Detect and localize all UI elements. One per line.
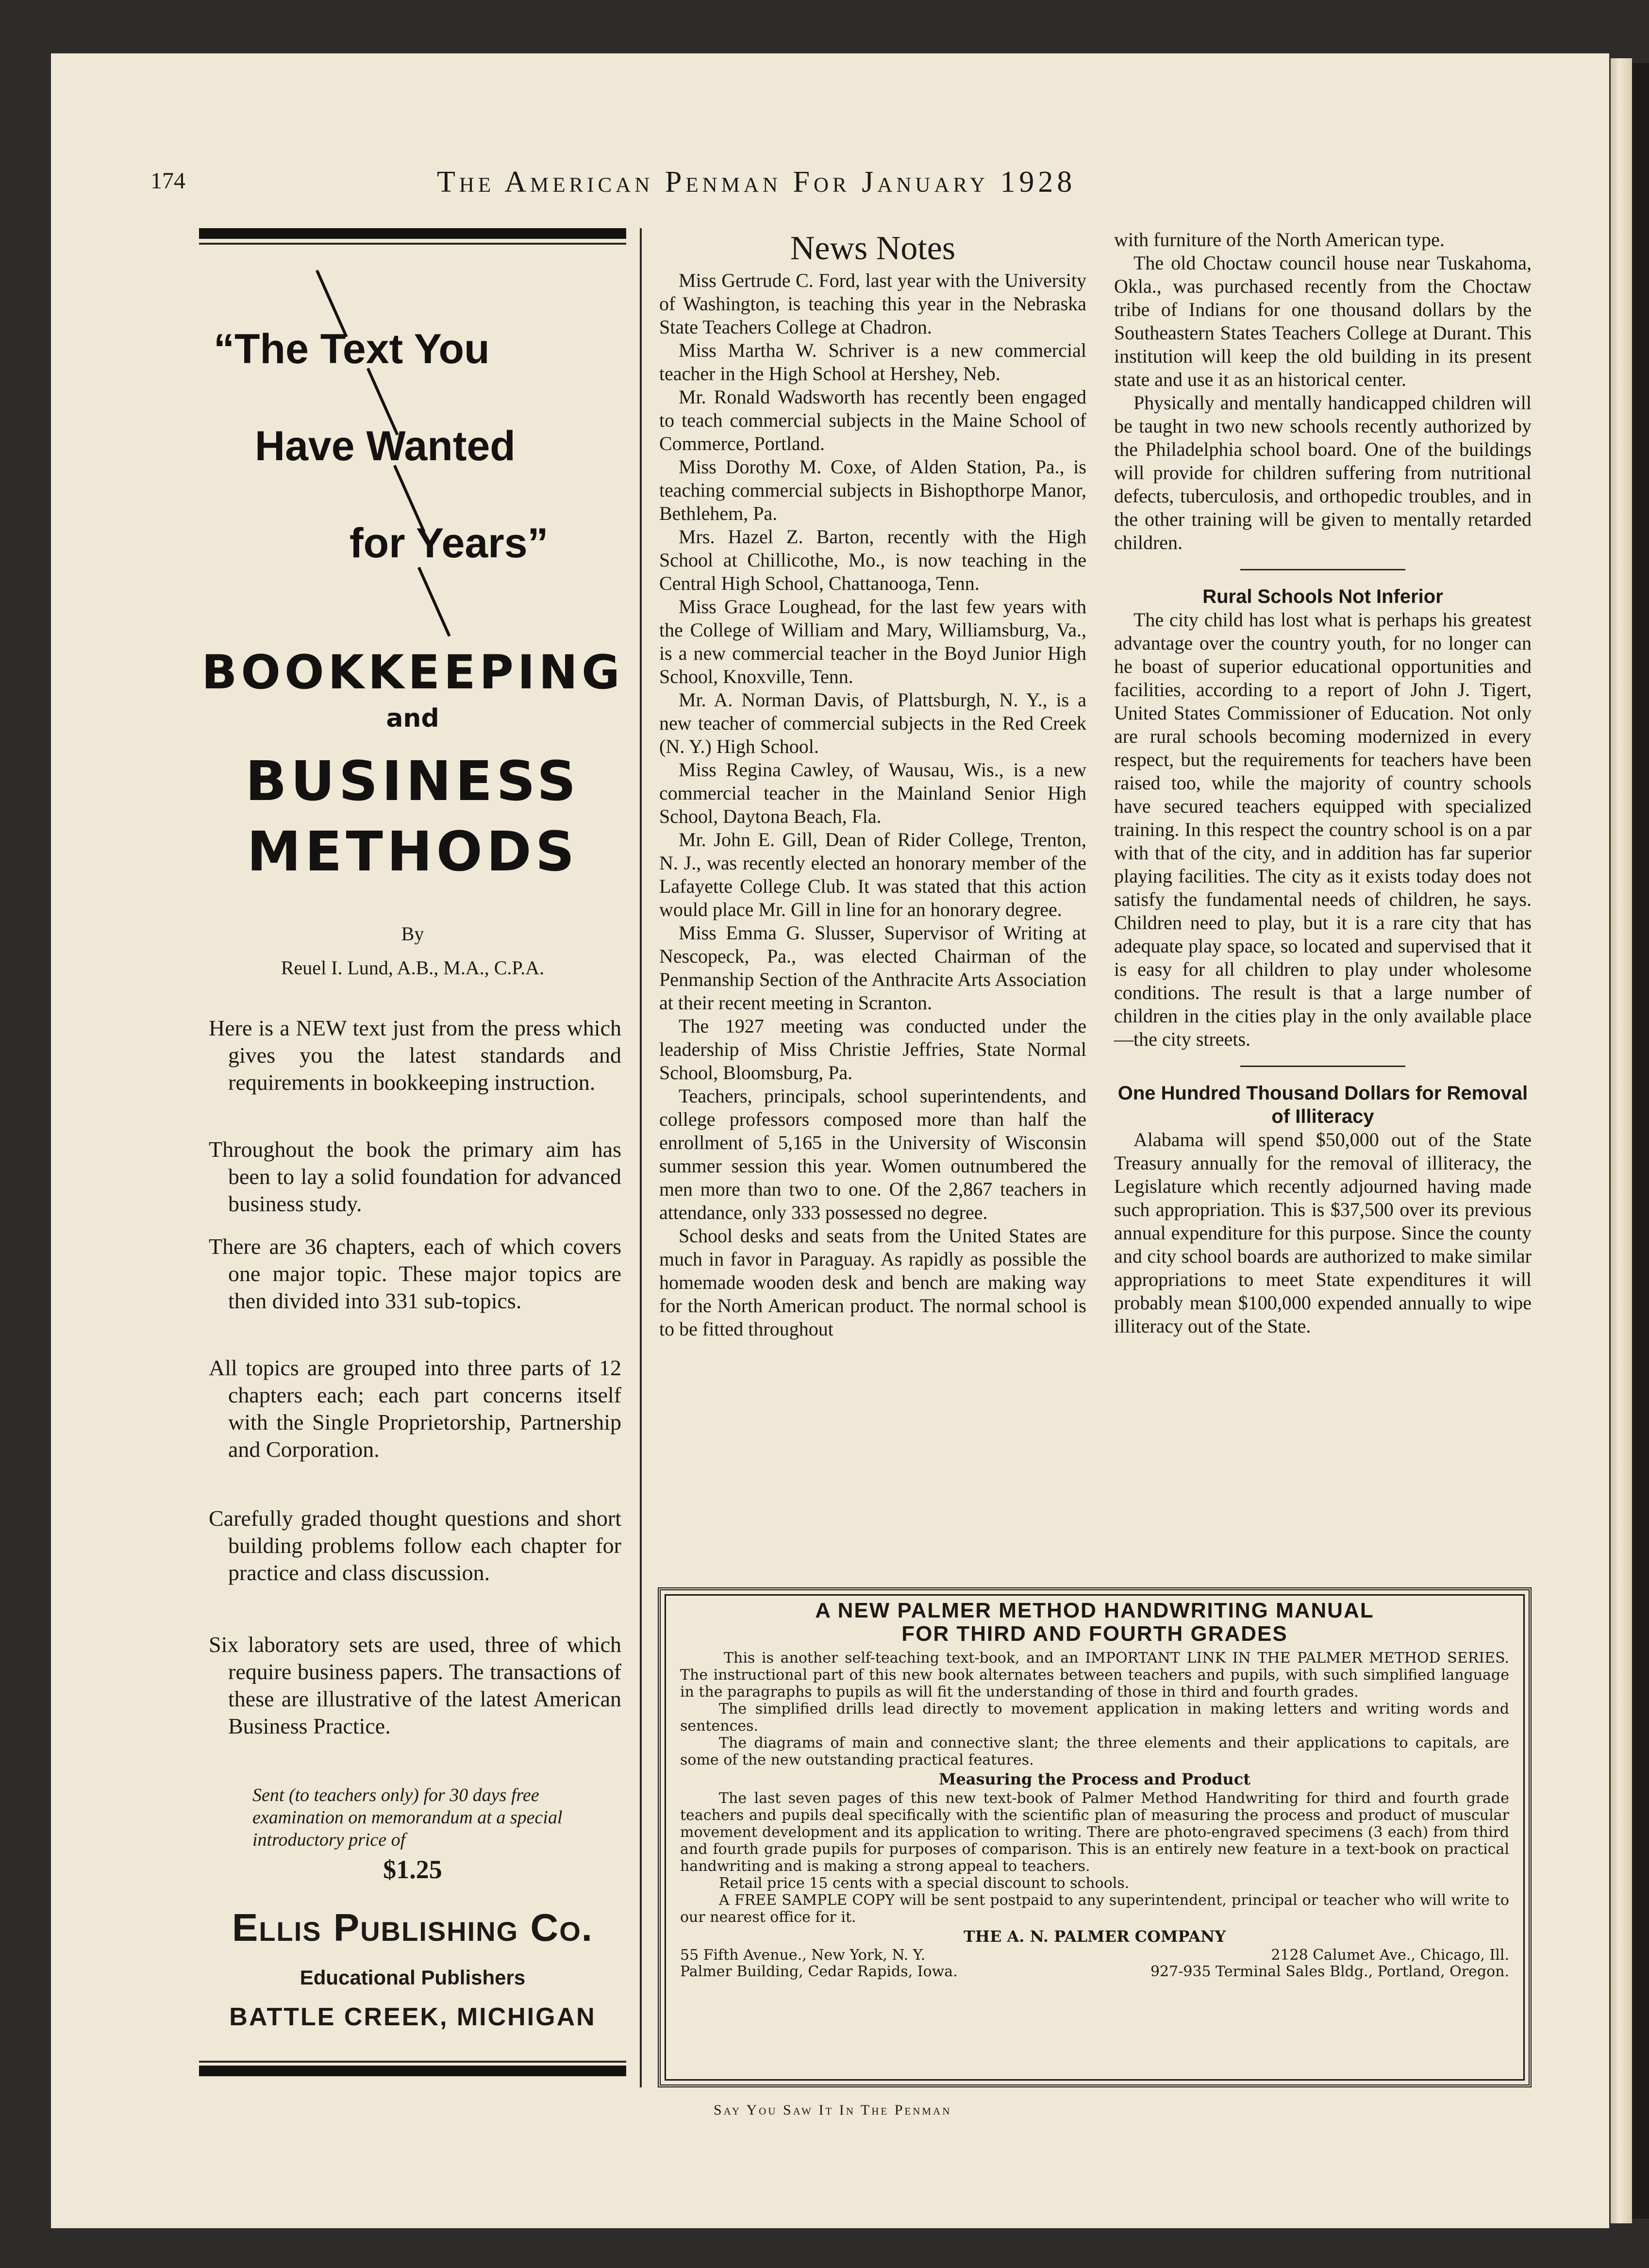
byline-by: By xyxy=(401,923,424,945)
publisher-city: BATTLE CREEK, MICHIGAN xyxy=(229,2003,596,2031)
news-item: The 1927 meeting was conducted under the leadership of Miss Christie Jeffries, State Normal School, Bloomsburg, Pa. xyxy=(659,1015,1086,1084)
news-item: The old Choctaw council house near Tuskahoma, Okla., was purchased recently from the Choctaw tribe of Indians for one thousand dollars by the Southeastern States Teachers College at Durant. This institution will keep the old building in its present state and use it as an historical center. xyxy=(1114,252,1532,390)
ad-paragraph: Throughout the book the primary aim has been to lay a solid foundation for advanced business study. xyxy=(209,1137,621,1216)
ad-paragraph: All topics are grouped into three parts of 12 chapters each; each part concerns itself with the Single Proprietorship, Partnership and Corporation. xyxy=(209,1355,621,1462)
news-item: Miss Grace Loughead, for the last few years with the College of William and Mary, Williamsburg, Va., is a new commercial teacher in the Boyd Junior High School, Knoxville, Tenn. xyxy=(659,596,1086,687)
ad-paragraph: Here is a NEW text just from the press which gives you the latest standards and requirements in bookkeeping instruction. xyxy=(209,1016,621,1095)
news-title: News Notes xyxy=(790,230,956,267)
news-continuation: with furniture of the North American type. xyxy=(1114,229,1445,250)
news-item: Miss Gertrude C. Ford, last year with the University of Washington, is teaching this year in the Nebraska State Teachers College at Chadron. xyxy=(659,269,1086,338)
ad-bottom-rule xyxy=(199,2066,626,2076)
publisher-subtitle: Educational Publishers xyxy=(300,1966,526,1989)
news-column-1 xyxy=(659,228,1086,1341)
offer-text: Sent (to teachers only) for 30 days free examination on memorandum at a special introductory price of xyxy=(252,1785,563,1850)
news-column-2 xyxy=(1114,228,1532,1338)
illiteracy-text: Alabama will spend $50,000 out of the State Treasury annually for the removal of illiteracy, the Legislature which recently adjourned having made such appropriation. This is $37,500 over its previous annual expenditure for this purpose. Since the county and city school boards are authorized to make similar appropriations to meet State expenditures it will probably mean $100,000 expended annually to wipe illiteracy out of the State. xyxy=(1114,1129,1532,1337)
ad-paragraph: There are 36 chapters, each of which covers one major topic. These major topics are then divided into 331 sub-topics. xyxy=(209,1234,621,1313)
rural-schools-heading: Rural Schools Not Inferior xyxy=(1202,586,1443,607)
palmer-ad-paragraph: A FREE SAMPLE COPY will be sent postpaid to any superintendent, principal or teacher who will write to our nearest office for it. xyxy=(680,1892,1509,1926)
palmer-ad-body-2 xyxy=(680,1790,1509,1926)
palmer-ad-paragraph: The simplified drills lead directly to movement application in making letters and writing words and sentences. xyxy=(680,1701,1509,1734)
ad-headline-line3: for Years” xyxy=(350,520,549,567)
illiteracy-heading: One Hundred Thousand Dollars for Removal of Illiteracy xyxy=(1117,1083,1528,1127)
palmer-ad-paragraph: Retail price 15 cents with a special discount to schools. xyxy=(719,1875,1130,1892)
address-cedar-rapids: Palmer Building, Cedar Rapids, Iowa. xyxy=(680,1963,958,1980)
ad-headline-line1: “The Text You xyxy=(214,326,490,372)
book-title-line2: BUSINESS xyxy=(245,750,580,813)
ad-top-thin-rule xyxy=(199,243,626,245)
news-item: Miss Regina Cawley, of Wausau, Wis., is a new commercial teacher in the Mainland Senior High School, Daytona Beach, Fla. xyxy=(659,759,1086,827)
palmer-ad-paragraph: The diagrams of main and connective slant; the three elements and their applications to capitals, are some of the new outstanding practical features. xyxy=(680,1734,1509,1768)
page-edge xyxy=(1611,58,1632,2223)
ad-top-rule xyxy=(199,228,626,239)
address-portland: 927-935 Terminal Sales Bldg., Portland, Oregon. xyxy=(1150,1963,1509,1980)
column-divider xyxy=(640,228,642,2087)
section-separator xyxy=(1240,1066,1405,1067)
price: $1.25 xyxy=(383,1855,442,1884)
news-item: Physically and mentally handicapped children will be taught in two new schools recently authorized by the Philadelphia school board. One of the buildings will provide for children suffering from nutritional defects, tuberculosis, and orthopedic troubles, and in the other training will be given to mentally retarded children. xyxy=(1114,392,1532,553)
palmer-ad-title xyxy=(680,1599,1509,1646)
page-shadow xyxy=(1632,63,1649,2218)
bookkeeping-advertisement xyxy=(199,228,626,2087)
book-title-line1: BOOKKEEPING xyxy=(201,645,624,700)
book-title-and: and xyxy=(386,704,439,733)
news-item: Mr. Ronald Wadsworth has recently been engaged to teach commercial subjects in the Maine School of Commerce, Portland. xyxy=(659,386,1086,454)
news-item: Mrs. Hazel Z. Barton, recently with the High School at Chillicothe, Mo., is now teaching in the Central High School, Chattanooga, Tenn. xyxy=(659,526,1086,594)
news-item: Mr. A. Norman Davis, of Plattsburgh, N. Y., is a new teacher of commercial subjects in the Red Creek (N. Y.) High School. xyxy=(659,689,1086,757)
palmer-ad-body xyxy=(680,1650,1509,1768)
palmer-ad-title-line2: FOR THIRD AND FOURTH GRADES xyxy=(901,1622,1288,1646)
palmer-ad-paragraph: This is another self-teaching text-book, and an IMPORTANT LINK IN THE PALMER METHOD SERIES. The instructional part of this new book alternates between teachers and pupils, with such simplified language in the paragraphs to pupils as will fit the understanding of those in third and fourth grades. xyxy=(680,1650,1509,1701)
news-item: Mr. John E. Gill, Dean of Rider College, Trenton, N. J., was recently elected an honorary member of the Lafayette College Club. It was stated that this action would place Mr. Gill in line for an honorary degree. xyxy=(659,829,1086,920)
palmer-method-advertisement xyxy=(658,1587,1532,2087)
arrow-slash-4 xyxy=(417,567,451,637)
palmer-ad-subhead: Measuring the Process and Product xyxy=(938,1770,1251,1788)
address-row xyxy=(680,1964,1509,1980)
news-item: Teachers, principals, school superintendents, and college professors composed more than half the enrollment of 5,165 in the University of Wisconsin summer session this year. Women outnumbered the men more than two to one. Of the 2,867 teachers in attendance, only 333 possessed no degree. xyxy=(659,1085,1086,1223)
rural-schools-text: The city child has lost what is perhaps his greatest advantage over the country youth, for no longer can he boast of superior educational opportunities and facilities, according to a report of John J. Tigert, United States Commissioner of Education. Not only are rural schools becoming modernized in every respect, but the requirements for teachers have been raised too, while the majority of country schools have secured teachers equipped with specialized training. In this respect the country school is on a par with that of the city, and in addition has far superior playing facilities. The city as it exists today does not satisfy the fundamental needs of children, he says. Children need to play, but it is a rare city that has adequate play space, so located and supervised that it is easy for all children to play under wholesome conditions. The result is that a large number of children in the cities play in the only available place—the city streets. xyxy=(1114,609,1532,1050)
running-head: The American Penman For January 1928 xyxy=(437,166,1076,199)
section-separator xyxy=(1240,569,1405,570)
palmer-company-name: THE A. N. PALMER COMPANY xyxy=(963,1927,1226,1946)
ad-paragraph: Six laboratory sets are used, three of which require business papers. The transactions of these are illustrative of the latest American Business Practice. xyxy=(209,1632,621,1738)
news-item: School desks and seats from the United States are much in favor in Paraguay. As rapidly as possible the homemade wooden desk and bench are making way for the North American product. The normal school is to be fitted throughout xyxy=(659,1225,1086,1340)
address-chicago: 2128 Calumet Ave., Chicago, Ill. xyxy=(1271,1947,1509,1964)
palmer-ad-paragraph: The last seven pages of this new text-book of Palmer Method Handwriting for third and fourth grade teachers and pupils deal specifically with the scientific plan of measuring the process and product of muscular movement development and its application to writing. There are photo-engraved specimens (3 each) from third and fourth grade pupils for purposes of comparison. This is an entirely new feature in a text-book on practical handwriting and is making a strong appeal to teachers. xyxy=(680,1790,1509,1875)
palmer-ad-title-line1: A NEW PALMER METHOD HANDWRITING MANUAL xyxy=(815,1599,1374,1622)
footer-slogan: Say You Saw It In The Penman xyxy=(714,2102,952,2118)
ad-bottom-thin-rule xyxy=(199,2061,626,2063)
address-new-york: 55 Fifth Avenue., New York, N. Y. xyxy=(680,1947,926,1964)
address-row xyxy=(680,1947,1509,1964)
ad-headline-line2: Have Wanted xyxy=(255,423,516,469)
author: Reuel I. Lund, A.B., M.A., C.P.A. xyxy=(281,957,545,979)
ad-paragraph: Carefully graded thought questions and short building problems follow each chapter for practice and class discussion. xyxy=(209,1506,621,1585)
news-item: Miss Emma G. Slusser, Supervisor of Writing at Nescopeck, Pa., was elected Chairman of the Penmanship Section of the Anthracite Arts Association at their recent meeting in Scranton. xyxy=(659,922,1086,1014)
news-item: Miss Martha W. Schriver is a new commercial teacher in the High School at Hershey, Neb. xyxy=(659,339,1086,384)
publisher-name: Ellis Publishing Co. xyxy=(232,1906,594,1949)
page-number: 174 xyxy=(150,168,185,194)
news-item: Miss Dorothy M. Coxe, of Alden Station, Pa., is teaching commercial subjects in Bishopthorpe Manor, Bethlehem, Pa. xyxy=(659,456,1086,524)
book-title-line3: METHODS xyxy=(247,820,579,884)
